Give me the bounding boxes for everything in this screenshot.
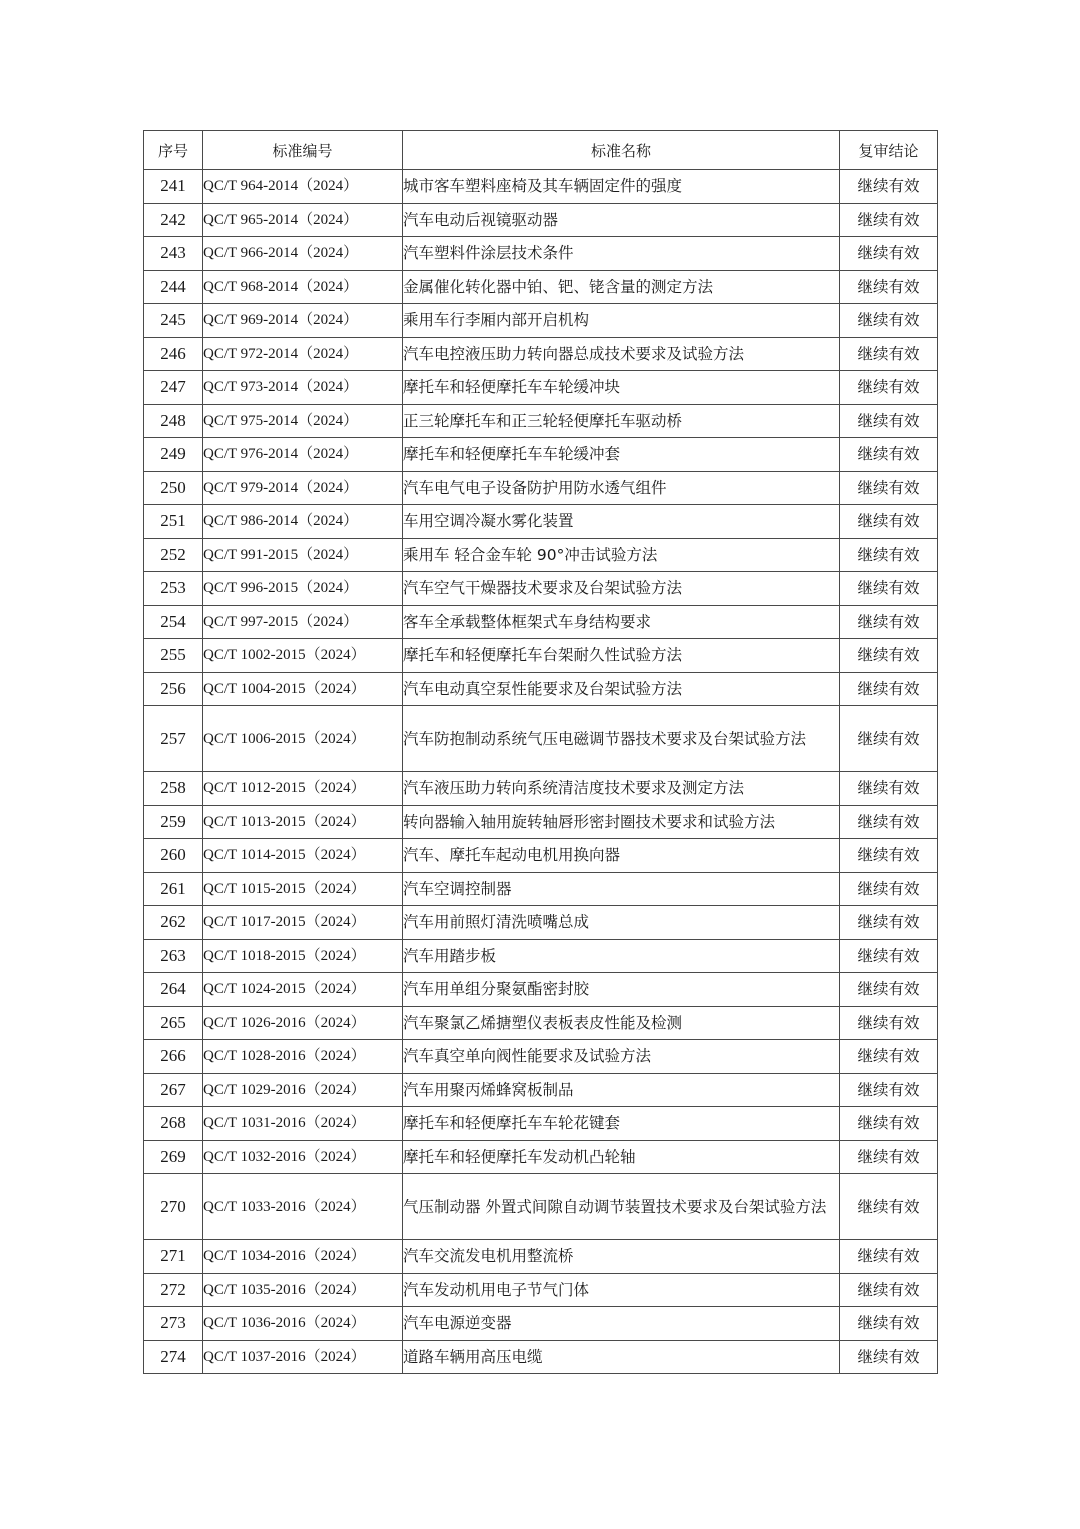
row-review-result: 继续有效 bbox=[840, 706, 938, 772]
table-row bbox=[144, 1240, 938, 1274]
row-seq: 272 bbox=[144, 1273, 203, 1307]
table-row bbox=[144, 772, 938, 806]
row-review-result: 继续有效 bbox=[840, 505, 938, 539]
row-review-result: 继续有效 bbox=[840, 270, 938, 304]
row-seq: 247 bbox=[144, 371, 203, 405]
row-standard-code: QC/T 976-2014（2024） bbox=[203, 438, 403, 472]
row-seq: 268 bbox=[144, 1107, 203, 1141]
row-seq: 266 bbox=[144, 1040, 203, 1074]
row-review-result: 继续有效 bbox=[840, 1006, 938, 1040]
table-row bbox=[144, 270, 938, 304]
row-seq: 250 bbox=[144, 471, 203, 505]
row-review-result: 继续有效 bbox=[840, 1073, 938, 1107]
row-standard-name: 车用空调冷凝水雾化装置 bbox=[403, 505, 840, 539]
row-review-result: 继续有效 bbox=[840, 1307, 938, 1341]
table-row bbox=[144, 1307, 938, 1341]
table-row bbox=[144, 1073, 938, 1107]
row-standard-code: QC/T 1018-2015（2024） bbox=[203, 939, 403, 973]
row-standard-code: QC/T 1026-2016（2024） bbox=[203, 1006, 403, 1040]
row-review-result: 继续有效 bbox=[840, 572, 938, 606]
row-seq: 265 bbox=[144, 1006, 203, 1040]
row-seq: 257 bbox=[144, 706, 203, 772]
row-seq: 254 bbox=[144, 605, 203, 639]
row-seq: 252 bbox=[144, 538, 203, 572]
row-standard-code: QC/T 973-2014（2024） bbox=[203, 371, 403, 405]
table-row bbox=[144, 471, 938, 505]
table-header-row bbox=[144, 131, 938, 170]
table-row bbox=[144, 839, 938, 873]
table-row bbox=[144, 505, 938, 539]
table-row bbox=[144, 371, 938, 405]
row-standard-code: QC/T 975-2014（2024） bbox=[203, 404, 403, 438]
row-standard-code: QC/T 1034-2016（2024） bbox=[203, 1240, 403, 1274]
row-standard-name: 汽车空气干燥器技术要求及台架试验方法 bbox=[403, 572, 840, 606]
row-standard-name: 金属催化转化器中铂、钯、铑含量的测定方法 bbox=[403, 270, 840, 304]
row-standard-name: 汽车聚氯乙烯搪塑仪表板表皮性能及检测 bbox=[403, 1006, 840, 1040]
row-standard-name: 汽车、摩托车起动电机用换向器 bbox=[403, 839, 840, 873]
row-seq: 261 bbox=[144, 872, 203, 906]
table-row bbox=[144, 1040, 938, 1074]
row-standard-code: QC/T 991-2015（2024） bbox=[203, 538, 403, 572]
table-row bbox=[144, 706, 938, 772]
row-review-result: 继续有效 bbox=[840, 605, 938, 639]
row-standard-name: 摩托车和轻便摩托车台架耐久性试验方法 bbox=[403, 639, 840, 673]
table-row bbox=[144, 973, 938, 1007]
row-standard-name: 汽车用聚丙烯蜂窝板制品 bbox=[403, 1073, 840, 1107]
row-standard-name: 汽车用踏步板 bbox=[403, 939, 840, 973]
row-review-result: 继续有效 bbox=[840, 304, 938, 338]
row-standard-name: 客车全承载整体框架式车身结构要求 bbox=[403, 605, 840, 639]
row-review-result: 继续有效 bbox=[840, 203, 938, 237]
row-review-result: 继续有效 bbox=[840, 639, 938, 673]
row-review-result: 继续有效 bbox=[840, 538, 938, 572]
row-standard-code: QC/T 1017-2015（2024） bbox=[203, 906, 403, 940]
table-row bbox=[144, 203, 938, 237]
row-review-result: 继续有效 bbox=[840, 973, 938, 1007]
row-seq: 267 bbox=[144, 1073, 203, 1107]
table-row bbox=[144, 237, 938, 271]
row-review-result: 继续有效 bbox=[840, 1140, 938, 1174]
row-standard-name: 摩托车和轻便摩托车车轮缓冲块 bbox=[403, 371, 840, 405]
row-seq: 273 bbox=[144, 1307, 203, 1341]
row-seq: 270 bbox=[144, 1174, 203, 1240]
row-seq: 274 bbox=[144, 1340, 203, 1374]
row-standard-code: QC/T 968-2014（2024） bbox=[203, 270, 403, 304]
row-seq: 251 bbox=[144, 505, 203, 539]
row-standard-code: QC/T 986-2014（2024） bbox=[203, 505, 403, 539]
table-row bbox=[144, 939, 938, 973]
row-seq: 242 bbox=[144, 203, 203, 237]
row-standard-code: QC/T 1028-2016（2024） bbox=[203, 1040, 403, 1074]
row-standard-name: 转向器输入轴用旋转轴唇形密封圈技术要求和试验方法 bbox=[403, 805, 840, 839]
row-standard-name: 汽车防抱制动系统气压电磁调节器技术要求及台架试验方法 bbox=[403, 706, 840, 772]
row-review-result: 继续有效 bbox=[840, 438, 938, 472]
row-standard-name: 气压制动器 外置式间隙自动调节装置技术要求及台架试验方法 bbox=[403, 1174, 840, 1240]
header-seq: 序号 bbox=[144, 131, 203, 170]
row-standard-code: QC/T 1035-2016（2024） bbox=[203, 1273, 403, 1307]
table-row bbox=[144, 906, 938, 940]
row-review-result: 继续有效 bbox=[840, 939, 938, 973]
row-review-result: 继续有效 bbox=[840, 772, 938, 806]
table-row bbox=[144, 1273, 938, 1307]
row-standard-code: QC/T 969-2014（2024） bbox=[203, 304, 403, 338]
standards-review-table bbox=[143, 130, 938, 1374]
row-standard-name: 汽车液压助力转向系统清洁度技术要求及测定方法 bbox=[403, 772, 840, 806]
row-standard-name: 汽车电源逆变器 bbox=[403, 1307, 840, 1341]
row-standard-name: 汽车电动真空泵性能要求及台架试验方法 bbox=[403, 672, 840, 706]
row-review-result: 继续有效 bbox=[840, 471, 938, 505]
row-review-result: 继续有效 bbox=[840, 337, 938, 371]
table-body bbox=[144, 170, 938, 1374]
row-review-result: 继续有效 bbox=[840, 1040, 938, 1074]
row-standard-name: 道路车辆用高压电缆 bbox=[403, 1340, 840, 1374]
table-row bbox=[144, 672, 938, 706]
table-row bbox=[144, 1006, 938, 1040]
row-review-result: 继续有效 bbox=[840, 872, 938, 906]
row-review-result: 继续有效 bbox=[840, 672, 938, 706]
row-standard-code: QC/T 1031-2016（2024） bbox=[203, 1107, 403, 1141]
table-row bbox=[144, 1174, 938, 1240]
row-seq: 253 bbox=[144, 572, 203, 606]
row-standard-code: QC/T 1024-2015（2024） bbox=[203, 973, 403, 1007]
row-standard-name: 正三轮摩托车和正三轮轻便摩托车驱动桥 bbox=[403, 404, 840, 438]
row-review-result: 继续有效 bbox=[840, 1273, 938, 1307]
table-row bbox=[144, 538, 938, 572]
table-row bbox=[144, 572, 938, 606]
table-row bbox=[144, 304, 938, 338]
row-standard-name: 汽车用前照灯清洗喷嘴总成 bbox=[403, 906, 840, 940]
row-standard-code: QC/T 1014-2015（2024） bbox=[203, 839, 403, 873]
header-standard-name: 标准名称 bbox=[403, 131, 840, 170]
row-standard-name: 汽车用单组分聚氨酯密封胶 bbox=[403, 973, 840, 1007]
row-seq: 245 bbox=[144, 304, 203, 338]
row-standard-name: 汽车电气电子设备防护用防水透气组件 bbox=[403, 471, 840, 505]
row-seq: 260 bbox=[144, 839, 203, 873]
row-standard-name: 乘用车 轻合金车轮 90°冲击试验方法 bbox=[403, 538, 840, 572]
row-seq: 241 bbox=[144, 170, 203, 204]
row-standard-name: 汽车电动后视镜驱动器 bbox=[403, 203, 840, 237]
row-standard-name: 摩托车和轻便摩托车车轮花键套 bbox=[403, 1107, 840, 1141]
row-standard-name: 汽车空调控制器 bbox=[403, 872, 840, 906]
row-review-result: 继续有效 bbox=[840, 1174, 938, 1240]
row-standard-code: QC/T 1015-2015（2024） bbox=[203, 872, 403, 906]
row-review-result: 继续有效 bbox=[840, 371, 938, 405]
row-review-result: 继续有效 bbox=[840, 170, 938, 204]
row-standard-name: 汽车交流发电机用整流桥 bbox=[403, 1240, 840, 1274]
row-seq: 259 bbox=[144, 805, 203, 839]
row-standard-code: QC/T 996-2015（2024） bbox=[203, 572, 403, 606]
row-seq: 248 bbox=[144, 404, 203, 438]
row-review-result: 继续有效 bbox=[840, 404, 938, 438]
table-row bbox=[144, 872, 938, 906]
row-review-result: 继续有效 bbox=[840, 1107, 938, 1141]
table-row bbox=[144, 605, 938, 639]
table-row bbox=[144, 1140, 938, 1174]
row-review-result: 继续有效 bbox=[840, 1340, 938, 1374]
row-seq: 255 bbox=[144, 639, 203, 673]
row-standard-name: 摩托车和轻便摩托车车轮缓冲套 bbox=[403, 438, 840, 472]
row-standard-name: 汽车电控液压助力转向器总成技术要求及试验方法 bbox=[403, 337, 840, 371]
row-seq: 269 bbox=[144, 1140, 203, 1174]
row-seq: 244 bbox=[144, 270, 203, 304]
row-standard-name: 摩托车和轻便摩托车发动机凸轮轴 bbox=[403, 1140, 840, 1174]
row-standard-name: 城市客车塑料座椅及其车辆固定件的强度 bbox=[403, 170, 840, 204]
row-standard-code: QC/T 1013-2015（2024） bbox=[203, 805, 403, 839]
table-row bbox=[144, 404, 938, 438]
row-seq: 264 bbox=[144, 973, 203, 1007]
row-standard-name: 乘用车行李厢内部开启机构 bbox=[403, 304, 840, 338]
table-row bbox=[144, 805, 938, 839]
table-row bbox=[144, 438, 938, 472]
row-standard-code: QC/T 1036-2016（2024） bbox=[203, 1307, 403, 1341]
row-seq: 258 bbox=[144, 772, 203, 806]
row-standard-code: QC/T 997-2015（2024） bbox=[203, 605, 403, 639]
row-standard-code: QC/T 964-2014（2024） bbox=[203, 170, 403, 204]
row-seq: 271 bbox=[144, 1240, 203, 1274]
header-review-result: 复审结论 bbox=[840, 131, 938, 170]
row-review-result: 继续有效 bbox=[840, 906, 938, 940]
table-row bbox=[144, 1107, 938, 1141]
header-standard-code: 标准编号 bbox=[203, 131, 403, 170]
row-standard-code: QC/T 1037-2016（2024） bbox=[203, 1340, 403, 1374]
row-seq: 256 bbox=[144, 672, 203, 706]
row-standard-name: 汽车发动机用电子节气门体 bbox=[403, 1273, 840, 1307]
row-seq: 263 bbox=[144, 939, 203, 973]
row-standard-code: QC/T 1012-2015（2024） bbox=[203, 772, 403, 806]
row-review-result: 继续有效 bbox=[840, 1240, 938, 1274]
row-standard-code: QC/T 1032-2016（2024） bbox=[203, 1140, 403, 1174]
row-review-result: 继续有效 bbox=[840, 237, 938, 271]
row-standard-code: QC/T 1006-2015（2024） bbox=[203, 706, 403, 772]
row-seq: 262 bbox=[144, 906, 203, 940]
row-review-result: 继续有效 bbox=[840, 839, 938, 873]
row-standard-code: QC/T 1004-2015（2024） bbox=[203, 672, 403, 706]
table-row bbox=[144, 1340, 938, 1374]
row-standard-code: QC/T 966-2014（2024） bbox=[203, 237, 403, 271]
row-standard-code: QC/T 1033-2016（2024） bbox=[203, 1174, 403, 1240]
row-standard-name: 汽车真空单向阀性能要求及试验方法 bbox=[403, 1040, 840, 1074]
row-seq: 243 bbox=[144, 237, 203, 271]
row-standard-code: QC/T 979-2014（2024） bbox=[203, 471, 403, 505]
row-standard-code: QC/T 972-2014（2024） bbox=[203, 337, 403, 371]
row-review-result: 继续有效 bbox=[840, 805, 938, 839]
table-row bbox=[144, 639, 938, 673]
row-standard-code: QC/T 1002-2015（2024） bbox=[203, 639, 403, 673]
table-row bbox=[144, 170, 938, 204]
table-row bbox=[144, 337, 938, 371]
row-standard-name: 汽车塑料件涂层技术条件 bbox=[403, 237, 840, 271]
row-standard-code: QC/T 965-2014（2024） bbox=[203, 203, 403, 237]
row-standard-code: QC/T 1029-2016（2024） bbox=[203, 1073, 403, 1107]
row-seq: 249 bbox=[144, 438, 203, 472]
row-seq: 246 bbox=[144, 337, 203, 371]
